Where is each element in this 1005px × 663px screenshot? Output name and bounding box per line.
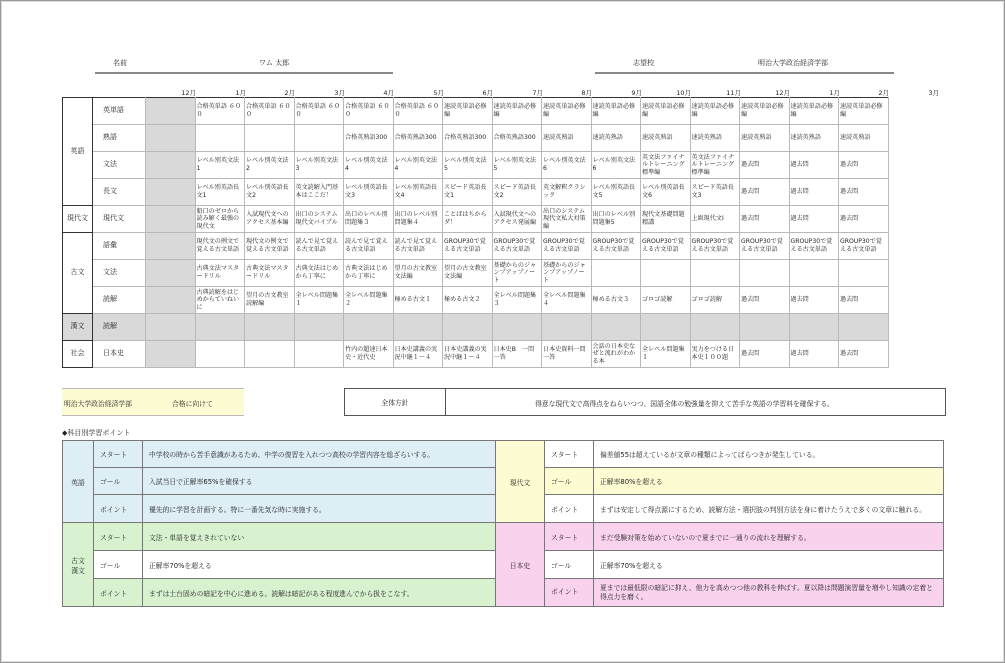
history-start-text: まだ受験対策を始めていないので夏までに一通りの流れを理解する。 (593, 522, 944, 551)
schedule-cell: 速読英熟語 (690, 125, 740, 152)
schedule-cell: GROUP30で覚える古文単語 (789, 233, 839, 260)
schedule-cell: 合格英単語 ６００ (393, 98, 443, 125)
schedule-cell: 英文法ファイナルトレーニング標準編 (641, 152, 691, 179)
schedule-cell: 速読英単語必修編 (789, 98, 839, 125)
schedule-cell: 速読英単語必修編 (492, 98, 542, 125)
schedule-cell: 過去問 (789, 152, 839, 179)
schedule-cell: 日本史資料一問一答 (542, 341, 592, 368)
subject-english: 英語 (63, 98, 93, 206)
schedule-cell: 極める古文２ (443, 287, 493, 314)
month-label: 5月 (433, 89, 444, 97)
schedule-cell (294, 341, 344, 368)
policy-text: 得意な現代文で高得点をねらいつつ、国語全体の勉強量を抑えて苦手な英語の学習料を確保する。 (535, 400, 834, 408)
schedule-cell: 英文法ファイナルトレーニング標準編 (690, 152, 740, 179)
history-point-label: ポイント (544, 578, 594, 607)
month-label: 2月 (284, 89, 295, 97)
month-label: 6月 (482, 89, 493, 97)
schedule-cell: 基礎からのジャンプアップノート (492, 260, 542, 287)
schedule-cell: 過去問 (740, 206, 790, 233)
classic-goal-text: 正解率70%を超える (142, 550, 496, 579)
schedule-cell: スピード英語長文1 (443, 179, 493, 206)
schedule-row (63, 341, 889, 368)
schedule-cell: 過去問 (839, 152, 889, 179)
classic-goal-label: ゴール (93, 550, 143, 579)
month-label: 1月 (829, 89, 840, 97)
schedule-cell: レベル別英語長文4 (393, 179, 443, 206)
schedule-cell: 実力をつける日本史１００題 (690, 341, 740, 368)
overall-policy-box (344, 388, 946, 416)
schedule-cell: レベル別英語長文1 (195, 179, 245, 206)
schedule-cell (740, 260, 790, 287)
schedule-cell: レベル別英語長文5 (591, 179, 641, 206)
modern-point-label: ポイント (544, 494, 594, 523)
month-label: 3月 (334, 89, 345, 97)
schedule-cell (591, 314, 641, 341)
schedule-cell: 過去問 (789, 341, 839, 368)
schedule-row (63, 98, 889, 125)
schedule-cell: 過去問 (740, 179, 790, 206)
schedule-cell: GROUP30で覚える古文単語 (443, 233, 493, 260)
summary-goal: 合格に向けて (172, 400, 213, 408)
schedule-cell: 合格英単語 ６００ (344, 98, 394, 125)
schedule-cell (393, 314, 443, 341)
schedule-cell: 出口のシステム現代文私大対策編 (542, 206, 592, 233)
schedule-cell: 合格英熟語300 (492, 125, 542, 152)
row-label: 語彙 (93, 233, 146, 260)
schedule-cell (146, 260, 196, 287)
schedule-cell: 現代文基礎問題精講 (641, 206, 691, 233)
schedule-cell: ことばはちからダ！ (443, 206, 493, 233)
modern-start-label: スタート (544, 440, 594, 468)
points-modern-subject: 現代文 (495, 440, 545, 523)
schedule-cell: 古典文法はじめから丁寧に (294, 260, 344, 287)
schedule-cell (641, 260, 691, 287)
schedule-cell (690, 260, 740, 287)
schedule-cell: 極める古文３ (591, 287, 641, 314)
schedule-cell (641, 314, 691, 341)
schedule-cell: 過去問 (839, 341, 889, 368)
schedule-row (63, 260, 889, 287)
schedule-cell: ゴロゴ読解 (690, 287, 740, 314)
schedule-row (63, 206, 889, 233)
english-start-label: スタート (93, 440, 143, 468)
schedule-cell: レベル別英文法3 (294, 152, 344, 179)
row-label: 現代文 (93, 206, 146, 233)
modern-goal-label: ゴール (544, 467, 594, 495)
schedule-cell: レベル別英文法4 (344, 152, 394, 179)
points-history-subject: 日本史 (495, 522, 545, 607)
month-label: 10月 (676, 89, 691, 97)
schedule-cell: レベル別英文法5 (443, 152, 493, 179)
subject-kanbun: 漢文 (63, 314, 93, 341)
schedule-cell (690, 314, 740, 341)
study-schedule-table (62, 97, 889, 368)
schedule-cell: 速読英単語必修編 (591, 98, 641, 125)
schedule-cell (146, 287, 196, 314)
policy-label: 全体方針 (345, 389, 446, 415)
schedule-cell: 日本史B 一問一答 (492, 341, 542, 368)
month-label: 12月 (775, 89, 790, 97)
schedule-cell (839, 314, 889, 341)
points-english-subject: 英語 (62, 440, 94, 523)
schedule-cell: スピード英語長文3 (690, 179, 740, 206)
schedule-cell: 速読英熟語 (591, 125, 641, 152)
schedule-cell: 読んで見て覚える古文単語 (294, 233, 344, 260)
english-goal-label: ゴール (93, 467, 143, 495)
schedule-row (63, 314, 889, 341)
schedule-cell: GROUP30で覚える古文単語 (542, 233, 592, 260)
classic-point-label: ポイント (93, 578, 143, 607)
schedule-cell (146, 233, 196, 260)
schedule-cell: 速読英熟語 (839, 125, 889, 152)
schedule-cell (789, 260, 839, 287)
schedule-cell: 全レベル問題集４ (542, 287, 592, 314)
schedule-cell (294, 314, 344, 341)
schedule-cell: 極める古文１ (393, 287, 443, 314)
schedule-cell: 出口のレベル別問題集３ (344, 206, 394, 233)
history-goal-text: 正解率70%を超える (593, 550, 944, 579)
school-goal-band (62, 388, 244, 416)
schedule-cell (839, 260, 889, 287)
english-point-label: ポイント (93, 494, 143, 523)
schedule-cell (146, 152, 196, 179)
schedule-cell: レベル別英文法5 (492, 152, 542, 179)
schedule-cell: GROUP30で覚える古文単語 (591, 233, 641, 260)
month-label: 1月 (235, 89, 246, 97)
school-underline (595, 72, 894, 74)
schedule-cell: 速読英単語必修編 (641, 98, 691, 125)
row-label: 読解 (93, 314, 146, 341)
schedule-cell (195, 314, 245, 341)
schedule-cell: 日本史講義の実況中継１〜４ (393, 341, 443, 368)
schedule-cell: レベル別英語長文3 (344, 179, 394, 206)
schedule-cell: 過去問 (839, 206, 889, 233)
schedule-cell: 日本史講義の実況中継１〜４ (443, 341, 493, 368)
schedule-cell: 合格英単語 ６００ (245, 98, 295, 125)
schedule-cell: ゴロゴ読解 (641, 287, 691, 314)
month-label: 11月 (726, 89, 741, 97)
schedule-cell (146, 179, 196, 206)
english-goal-text: 入試当日で正解率65%を確保する (142, 467, 496, 495)
schedule-cell: 過去問 (839, 179, 889, 206)
schedule-cell: GROUP30で覚える古文単語 (641, 233, 691, 260)
schedule-cell: 過去問 (839, 287, 889, 314)
schedule-cell (146, 341, 196, 368)
month-label: 7月 (532, 89, 543, 97)
month-label: 12月 (181, 89, 196, 97)
schedule-cell: 速読英熟語 (740, 125, 790, 152)
schedule-cell (591, 260, 641, 287)
schedule-row (63, 233, 889, 260)
row-label: 読解 (93, 287, 146, 314)
month-label: 9月 (631, 89, 642, 97)
schedule-cell: レベル別英語長文2 (245, 179, 295, 206)
name-underline (95, 72, 393, 74)
schedule-cell: 過去問 (789, 206, 839, 233)
english-start-text: 中学校の時から苦手意識があるため、中学の復習を入れつつ高校の学習内容を総ざらいする。 (142, 440, 496, 468)
schedule-cell: 竹内の超速日本史・近代史 (344, 341, 394, 368)
schedule-cell: 速読英単語必修編 (443, 98, 493, 125)
modern-start-text: 偏差値55は超えているが文章の種類によってばらつきが発生している。 (593, 440, 944, 468)
schedule-cell (344, 314, 394, 341)
schedule-cell: 過去問 (740, 152, 790, 179)
schedule-cell (245, 314, 295, 341)
schedule-cell: 速読英単語必修編 (542, 98, 592, 125)
row-label: 文法 (93, 260, 146, 287)
summary-school: 明治大学政治経済学部 (64, 400, 132, 408)
english-point-text: 優先的に学習を計画する。特に一番先気な時に実施する。 (142, 494, 496, 523)
schedule-cell: 過去問 (740, 287, 790, 314)
schedule-cell: 過去問 (789, 179, 839, 206)
schedule-cell: 英文読解入門基本はここだ！ (294, 179, 344, 206)
schedule-cell: レベル別英文法6 (542, 152, 592, 179)
points-title: ◆科目別学習ポイント (62, 429, 131, 437)
points-classic-subject: 古文 漢文 (62, 522, 94, 607)
schedule-cell (245, 341, 295, 368)
schedule-cell (195, 125, 245, 152)
schedule-cell (195, 341, 245, 368)
schedule-cell: 全レベル問題集１ (641, 341, 691, 368)
schedule-cell: 古典読解をはじめからていねいに (195, 287, 245, 314)
schedule-cell: GROUP30で覚える古文単語 (492, 233, 542, 260)
month-label: 4月 (383, 89, 394, 97)
schedule-cell: 基礎からのジャンプアップノート (542, 260, 592, 287)
month-label: 8月 (581, 89, 592, 97)
modern-goal-text: 正解率80%を超える (593, 467, 944, 495)
schedule-cell: 合格英単語 ６００ (294, 98, 344, 125)
history-point-text: 夏までは最低限の暗記に抑え、他力を高めつつ他の教科を伸ばす。夏以降は問題演習量を増やし知識の定着と得点力を磨く。 (593, 578, 944, 607)
schedule-cell: 速読英熟語 (641, 125, 691, 152)
schedule-cell: 船口のゼロから読み解く最強の現代文 (195, 206, 245, 233)
schedule-cell: 速読英単語必修編 (740, 98, 790, 125)
month-label: 3月 (928, 89, 939, 97)
schedule-cell: 全レベル問題集３ (492, 287, 542, 314)
subject-social: 社会 (63, 341, 93, 368)
schedule-cell (443, 314, 493, 341)
row-label: 日本史 (93, 341, 146, 368)
row-label: 英単語 (93, 98, 146, 125)
schedule-cell: 合格英単語 ６００ (195, 98, 245, 125)
schedule-cell: 合格英熟語300 (344, 125, 394, 152)
row-label: 熟語 (93, 125, 146, 152)
schedule-cell: 読んで見て覚える古文単語 (393, 233, 443, 260)
schedule-row (63, 287, 889, 314)
schedule-cell: 過去問 (740, 341, 790, 368)
schedule-cell: 入試現代文へのアクセス基本編 (245, 206, 295, 233)
schedule-cell: 速読英単語必修編 (839, 98, 889, 125)
schedule-row (63, 179, 889, 206)
schedule-cell (789, 314, 839, 341)
schedule-cell: 速読英単語必修編 (690, 98, 740, 125)
schedule-cell: 現代文の例文で覚える古文単語 (195, 233, 245, 260)
schedule-cell (542, 314, 592, 341)
school-label: 志望校 (633, 59, 654, 67)
schedule-cell: 英文解釈クラシック (542, 179, 592, 206)
schedule-cell (146, 314, 196, 341)
schedule-cell: GROUP30で覚える古文単語 (690, 233, 740, 260)
name-value: ワム 太郎 (259, 59, 290, 67)
schedule-row (63, 125, 889, 152)
schedule-cell: 全レベル問題集２ (344, 287, 394, 314)
schedule-cell (146, 125, 196, 152)
schedule-cell: 出口のシステム現代文バイブル (294, 206, 344, 233)
schedule-cell: GROUP30で覚える古文単語 (740, 233, 790, 260)
schedule-cell (146, 98, 196, 125)
schedule-cell: 望月の古文教室文法編 (393, 260, 443, 287)
schedule-cell: レベル別英文法4 (393, 152, 443, 179)
schedule-row (63, 152, 889, 179)
modern-point-text: まずは安定して得点源にするため、読解方法・選択肢の判別方法を身に着けたうえで多くの文章に触れる。 (593, 494, 944, 523)
schedule-cell: 古典文法はじめから丁寧に (344, 260, 394, 287)
schedule-cell: 出口のレベル別問題集４ (393, 206, 443, 233)
schedule-cell: 全レベル問題集１ (294, 287, 344, 314)
schedule-cell (294, 125, 344, 152)
schedule-cell: 望月の古文教室読解編 (245, 287, 295, 314)
history-start-label: スタート (544, 522, 594, 551)
month-label: 2月 (878, 89, 889, 97)
schedule-cell: 入試現代文へのアクセス発展編 (492, 206, 542, 233)
schedule-cell: 現代文の例文で覚える古文単語 (245, 233, 295, 260)
schedule-cell: GROUP30で覚える古文単語 (839, 233, 889, 260)
history-goal-label: ゴール (544, 550, 594, 579)
subject-classic: 古文 (63, 233, 93, 314)
schedule-cell: 会話の日本史なぜと流れがわかる本 (591, 341, 641, 368)
schedule-cell (245, 125, 295, 152)
schedule-cell: 過去問 (789, 287, 839, 314)
schedule-cell: 古典文法マスタードリル (195, 260, 245, 287)
classic-start-label: スタート (93, 522, 143, 551)
schedule-cell: 読んで見て覚える古文単語 (344, 233, 394, 260)
schedule-cell: レベル別英文法2 (245, 152, 295, 179)
schedule-cell: 速読英熟語 (789, 125, 839, 152)
row-label: 文法 (93, 152, 146, 179)
schedule-cell (146, 206, 196, 233)
schedule-cell: 古典文法マスタードリル (245, 260, 295, 287)
schedule-cell: 速読英熟語 (542, 125, 592, 152)
subject-modern: 現代文 (63, 206, 93, 233)
schedule-cell: 出口のレベル別問題集5 (591, 206, 641, 233)
row-label: 長文 (93, 179, 146, 206)
schedule-cell (740, 314, 790, 341)
schedule-cell: 合格英熟語300 (443, 125, 493, 152)
schedule-cell: レベル別英文法1 (195, 152, 245, 179)
name-label: 名前 (113, 59, 127, 67)
school-value: 明治大学政治経済学部 (758, 59, 828, 67)
schedule-cell: 上級現代文Ⅰ (690, 206, 740, 233)
schedule-cell: レベル別英語長文6 (641, 179, 691, 206)
schedule-cell: 望月の古文教室文法編 (443, 260, 493, 287)
schedule-cell (492, 314, 542, 341)
schedule-cell: レベル別英文法6 (591, 152, 641, 179)
classic-point-text: まずは土台固めの暗記を中心に進める。読解は暗記がある程度進んでから扱をこなす。 (142, 578, 496, 607)
schedule-cell: 合格英熟語300 (393, 125, 443, 152)
schedule-cell: スピード英語長文2 (492, 179, 542, 206)
classic-start-text: 文法・単語を覚えきれていない (142, 522, 496, 551)
